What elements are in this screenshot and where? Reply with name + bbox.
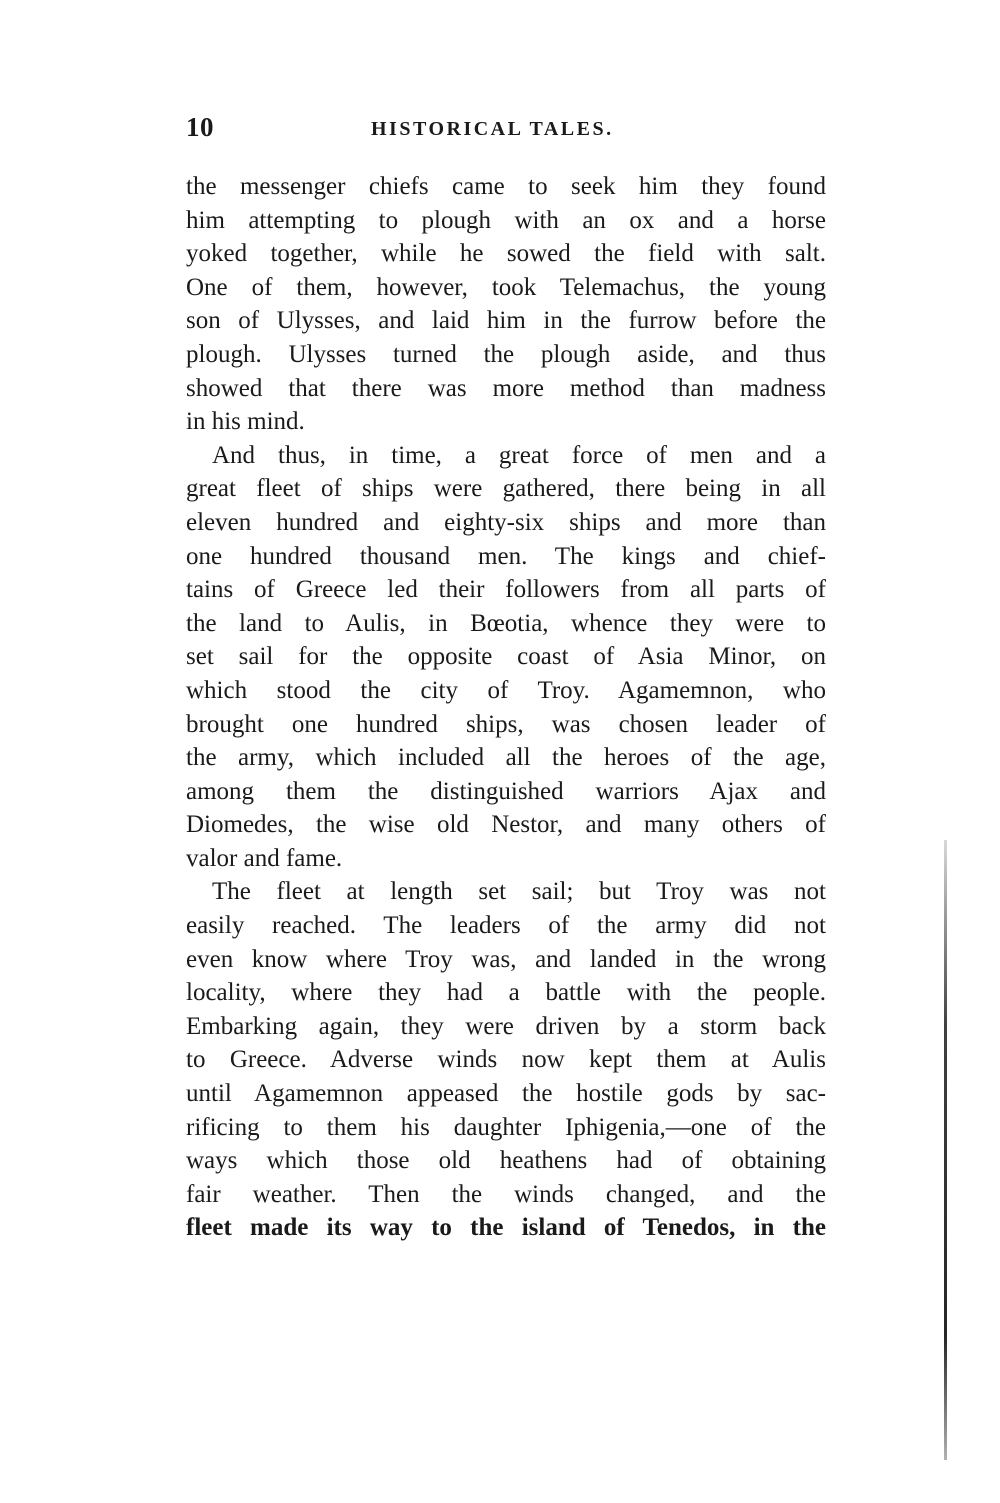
text-line: one hundred thousand men. The kings and chief- (186, 542, 826, 570)
text-line: son of Ulysses, and laid him in the furrow before the (186, 307, 826, 335)
text-line: fair weather. Then the winds changed, and the (186, 1180, 826, 1208)
text-line: brought one hundred ships, was chosen leader of (186, 710, 826, 738)
text-line: until Agamemnon appeased the hostile gods by sac- (186, 1080, 826, 1108)
text-line: in his mind. (186, 408, 305, 436)
running-head (186, 112, 826, 152)
text-line: eleven hundred and eighty-six ships and more than (186, 508, 826, 536)
paragraph-3 (186, 875, 826, 1245)
text-line: easily reached. The leaders of the army did not (186, 912, 826, 940)
running-title: HISTORICAL TALES. (371, 118, 614, 140)
text-line: which stood the city of Troy. Agamemnon, who (186, 676, 826, 704)
paragraph-2 (186, 439, 826, 876)
text-line: the land to Aulis, in Bœotia, whence they were to (186, 609, 826, 637)
text-line: Diomedes, the wise old Nestor, and many others of (186, 811, 826, 839)
text-line: showed that there was more method than madness (186, 374, 826, 402)
paragraph-1 (186, 170, 826, 439)
scan-margin-shadow (944, 840, 947, 1460)
text-line: to Greece. Adverse winds now kept them at Aulis (186, 1046, 826, 1074)
text-line: The fleet at length set sail; but Troy was not (212, 878, 826, 906)
body-text (186, 170, 826, 1245)
text-line: the messenger chiefs came to seek him they found (186, 173, 826, 200)
text-line: rificing to them his daughter Iphigenia,—one of the (186, 1113, 826, 1141)
text-line: great fleet of ships were gathered, there being in all (186, 475, 826, 503)
text-line: One of them, however, took Telemachus, the young (186, 273, 826, 301)
text-line: valor and fame. (186, 844, 343, 872)
text-line: the army, which included all the heroes of the age, (186, 744, 826, 772)
text-line: among them the distinguished warriors Ajax and (186, 777, 826, 805)
text-line: tains of Greece led their followers from all parts of (186, 576, 826, 604)
text-line: Embarking again, they were driven by a storm back (186, 1012, 826, 1040)
text-line: ways which those old heathens had of obtaining (186, 1147, 826, 1175)
text-line: And thus, in time, a great force of men and a (212, 441, 826, 469)
text-line: him attempting to plough with an ox and a horse (186, 206, 826, 234)
text-line: fleet made its way to the island of Tenedos, in the (186, 1214, 826, 1242)
page-number: 10 (186, 112, 214, 142)
text-line: plough. Ulysses turned the plough aside, and thus (186, 340, 826, 368)
text-line: yoked together, while he sowed the field with salt. (186, 240, 826, 268)
text-line: set sail for the opposite coast of Asia Minor, on (186, 643, 826, 671)
text-line: locality, where they had a battle with the people. (186, 979, 826, 1007)
text-line: even know where Troy was, and landed in the wrong (186, 945, 826, 973)
